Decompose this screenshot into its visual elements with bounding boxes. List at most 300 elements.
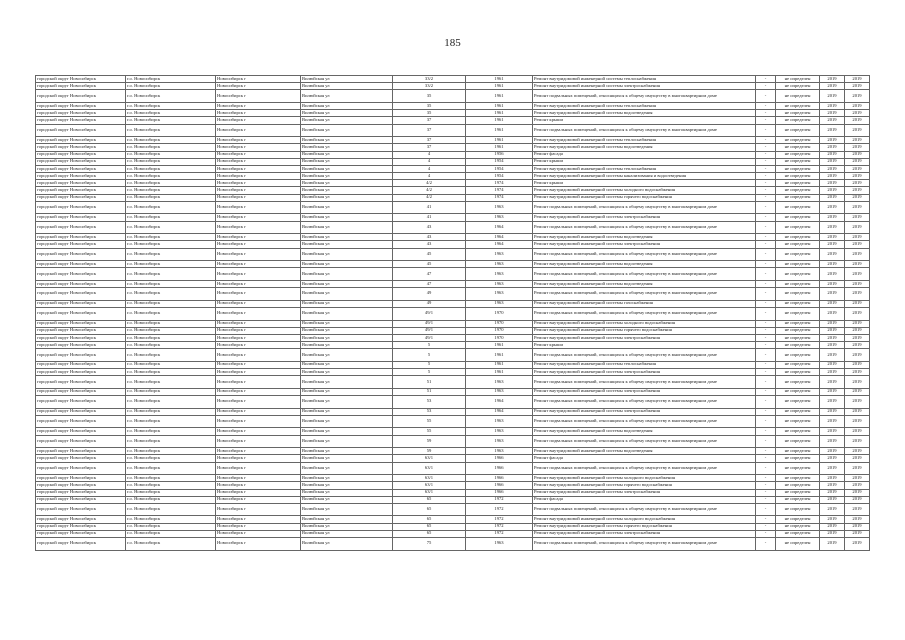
year-fact-cell: 2019 (845, 530, 870, 537)
city-area-cell: г.о. Новосибирск (126, 90, 216, 103)
work-type-cell: Ремонт внутридомовой инженерной системы канализования и водоотведения (533, 173, 756, 180)
house-cell: 65 (393, 516, 466, 523)
district-cell: городской округ Новосибирск (36, 307, 126, 320)
year-fact-cell: 2019 (845, 214, 870, 221)
city-cell: Новосибирск г (216, 496, 301, 503)
city-area-cell: г.о. Новосибирск (126, 194, 216, 201)
city-area-cell: г.о. Новосибирск (126, 538, 216, 551)
city-area-cell: г.о. Новосибирск (126, 173, 216, 180)
year-plan-cell: 2019 (820, 327, 845, 334)
work-type-cell: Ремонт внутридомовой инженерной системы водоотведения (533, 234, 756, 241)
method-cell: не определен (776, 307, 820, 320)
year-built-cell: 1963 (466, 538, 533, 551)
year-plan-cell: 2019 (820, 523, 845, 530)
table-row (36, 234, 870, 241)
dash-cell: - (756, 187, 776, 194)
year-built-cell: 1963 (466, 288, 533, 301)
street-cell: Вилюйская ул (301, 124, 393, 137)
year-plan-cell: 2019 (820, 221, 845, 234)
year-plan-cell: 2019 (820, 361, 845, 368)
year-built-cell: 1961 (466, 144, 533, 151)
year-built-cell: 1961 (466, 369, 533, 376)
district-cell: городской округ Новосибирск (36, 234, 126, 241)
table-row (36, 180, 870, 187)
work-type-cell: Ремонт внутридомовой инженерной системы горячего водоснабжения (533, 327, 756, 334)
table-row (36, 288, 870, 301)
work-type-cell: Ремонт фасада (533, 455, 756, 462)
table-row (36, 538, 870, 551)
city-cell: Новосибирск г (216, 516, 301, 523)
year-fact-cell: 2019 (845, 117, 870, 124)
method-cell: не определен (776, 408, 820, 415)
year-built-cell: 1961 (466, 76, 533, 83)
street-cell: Вилюйская ул (301, 221, 393, 234)
work-type-cell: Ремонт внутридомовой инженерной системы теплоснабжения (533, 137, 756, 144)
street-cell: Вилюйская ул (301, 173, 393, 180)
city-cell: Новосибирск г (216, 369, 301, 376)
street-cell: Вилюйская ул (301, 307, 393, 320)
city-area-cell: г.о. Новосибирск (126, 221, 216, 234)
dash-cell: - (756, 516, 776, 523)
work-type-cell: Ремонт внутридомовой инженерной системы холодного водоснабжения (533, 475, 756, 482)
district-cell: городской округ Новосибирск (36, 137, 126, 144)
year-fact-cell: 2019 (845, 435, 870, 448)
city-cell: Новосибирск г (216, 117, 301, 124)
city-cell: Новосибирск г (216, 342, 301, 349)
method-cell: не определен (776, 448, 820, 455)
city-area-cell: г.о. Новосибирск (126, 165, 216, 172)
method-cell: не определен (776, 523, 820, 530)
work-type-cell: Ремонт подвальных помещений, относящихся к общему имуществу в многоквартирном доме (533, 90, 756, 103)
year-built-cell: 1963 (466, 268, 533, 281)
district-cell: городской округ Новосибирск (36, 475, 126, 482)
street-cell: Вилюйская ул (301, 234, 393, 241)
method-cell: не определен (776, 214, 820, 221)
year-plan-cell: 2019 (820, 280, 845, 287)
city-area-cell: г.о. Новосибирск (126, 83, 216, 90)
year-fact-cell: 2019 (845, 158, 870, 165)
city-area-cell: г.о. Новосибирск (126, 489, 216, 496)
work-type-cell: Ремонт подвальных помещений, относящихся к общему имуществу в многоквартирном доме (533, 124, 756, 137)
year-plan-cell: 2019 (820, 388, 845, 395)
work-type-cell: Ремонт внутридомовой инженерной системы электроснабжения (533, 214, 756, 221)
house-cell: 49 (393, 288, 466, 301)
year-built-cell: 1974 (466, 180, 533, 187)
city-area-cell: г.о. Новосибирск (126, 530, 216, 537)
city-area-cell: г.о. Новосибирск (126, 180, 216, 187)
street-cell: Вилюйская ул (301, 201, 393, 214)
year-built-cell: 1964 (466, 396, 533, 409)
district-cell: городской округ Новосибирск (36, 158, 126, 165)
year-built-cell: 1963 (466, 376, 533, 389)
house-cell: 47 (393, 280, 466, 287)
city-area-cell: г.о. Новосибирск (126, 320, 216, 327)
method-cell: не определен (776, 268, 820, 281)
dash-cell: - (756, 110, 776, 117)
year-fact-cell: 2019 (845, 327, 870, 334)
table-row (36, 165, 870, 172)
city-cell: Новосибирск г (216, 280, 301, 287)
method-cell: не определен (776, 201, 820, 214)
work-type-cell: Ремонт подвальных помещений, относящихся к общему имуществу в многоквартирном доме (533, 288, 756, 301)
house-cell: 35 (393, 102, 466, 109)
year-built-cell: 1963 (466, 435, 533, 448)
dash-cell: - (756, 428, 776, 435)
city-area-cell: г.о. Новосибирск (126, 388, 216, 395)
house-cell: 5 (393, 369, 466, 376)
method-cell: не определен (776, 151, 820, 158)
dash-cell: - (756, 214, 776, 221)
table-row (36, 144, 870, 151)
street-cell: Вилюйская ул (301, 288, 393, 301)
house-cell: 4 (393, 165, 466, 172)
dash-cell: - (756, 475, 776, 482)
city-cell: Новосибирск г (216, 376, 301, 389)
city-area-cell: г.о. Новосибирск (126, 137, 216, 144)
city-cell: Новосибирск г (216, 320, 301, 327)
year-fact-cell: 2019 (845, 76, 870, 83)
work-type-cell: Ремонт внутридомовой инженерной системы теплоснабжения (533, 165, 756, 172)
house-cell: 49/1 (393, 307, 466, 320)
year-built-cell: 1972 (466, 530, 533, 537)
year-plan-cell: 2019 (820, 248, 845, 261)
table-row (36, 396, 870, 409)
table-row (36, 76, 870, 83)
work-type-cell: Ремонт подвальных помещений, относящихся к общему имуществу в многоквартирном доме (533, 221, 756, 234)
method-cell: не определен (776, 376, 820, 389)
street-cell: Вилюйская ул (301, 261, 393, 268)
year-built-cell: 1970 (466, 307, 533, 320)
district-cell: городской округ Новосибирск (36, 320, 126, 327)
work-type-cell: Ремонт внутридомовой инженерной системы электроснабжения (533, 83, 756, 90)
district-cell: городской округ Новосибирск (36, 455, 126, 462)
city-area-cell: г.о. Новосибирск (126, 342, 216, 349)
year-plan-cell: 2019 (820, 428, 845, 435)
year-plan-cell: 2019 (820, 124, 845, 137)
dash-cell: - (756, 320, 776, 327)
year-fact-cell: 2019 (845, 475, 870, 482)
year-fact-cell: 2019 (845, 369, 870, 376)
method-cell: не определен (776, 388, 820, 395)
year-fact-cell: 2019 (845, 234, 870, 241)
street-cell: Вилюйская ул (301, 241, 393, 248)
table-row (36, 201, 870, 214)
year-plan-cell: 2019 (820, 144, 845, 151)
work-type-cell: Ремонт внутридомовой инженерной системы холодного водоснабжения (533, 516, 756, 523)
house-cell: 55 (393, 415, 466, 428)
house-cell: 75 (393, 538, 466, 551)
table-row (36, 214, 870, 221)
district-cell: городской округ Новосибирск (36, 396, 126, 409)
city-cell: Новосибирск г (216, 523, 301, 530)
street-cell: Вилюйская ул (301, 117, 393, 124)
year-plan-cell: 2019 (820, 334, 845, 341)
district-cell: городской округ Новосибирск (36, 361, 126, 368)
dash-cell: - (756, 194, 776, 201)
district-cell: городской округ Новосибирск (36, 280, 126, 287)
year-plan-cell: 2019 (820, 288, 845, 301)
dash-cell: - (756, 165, 776, 172)
method-cell: не определен (776, 102, 820, 109)
city-area-cell: г.о. Новосибирск (126, 435, 216, 448)
district-cell: городской округ Новосибирск (36, 194, 126, 201)
table-row (36, 221, 870, 234)
city-cell: Новосибирск г (216, 288, 301, 301)
street-cell: Вилюйская ул (301, 496, 393, 503)
house-cell: 41 (393, 214, 466, 221)
dash-cell: - (756, 102, 776, 109)
district-cell: городской округ Новосибирск (36, 144, 126, 151)
year-fact-cell: 2019 (845, 496, 870, 503)
district-cell: городской округ Новосибирск (36, 349, 126, 362)
year-fact-cell: 2019 (845, 124, 870, 137)
year-fact-cell: 2019 (845, 180, 870, 187)
house-cell: 59 (393, 448, 466, 455)
street-cell: Вилюйская ул (301, 214, 393, 221)
year-fact-cell: 2019 (845, 428, 870, 435)
table-row (36, 261, 870, 268)
street-cell: Вилюйская ул (301, 428, 393, 435)
city-area-cell: г.о. Новосибирск (126, 516, 216, 523)
street-cell: Вилюйская ул (301, 435, 393, 448)
district-cell: городской округ Новосибирск (36, 261, 126, 268)
work-type-cell: Ремонт внутридомовой инженерной системы водоотведения (533, 110, 756, 117)
city-cell: Новосибирск г (216, 327, 301, 334)
city-cell: Новосибирск г (216, 361, 301, 368)
table-row (36, 151, 870, 158)
year-built-cell: 1966 (466, 482, 533, 489)
city-area-cell: г.о. Новосибирск (126, 201, 216, 214)
year-built-cell: 1972 (466, 516, 533, 523)
dash-cell: - (756, 396, 776, 409)
city-area-cell: г.о. Новосибирск (126, 462, 216, 475)
work-type-cell: Ремонт подвальных помещений, относящихся к общему имуществу в многоквартирном доме (533, 248, 756, 261)
dash-cell: - (756, 415, 776, 428)
street-cell: Вилюйская ул (301, 187, 393, 194)
dash-cell: - (756, 530, 776, 537)
year-built-cell: 1964 (466, 241, 533, 248)
year-built-cell: 1954 (466, 165, 533, 172)
city-area-cell: г.о. Новосибирск (126, 327, 216, 334)
district-cell: городской округ Новосибирск (36, 76, 126, 83)
year-built-cell: 1961 (466, 124, 533, 137)
year-plan-cell: 2019 (820, 102, 845, 109)
year-plan-cell: 2019 (820, 158, 845, 165)
year-built-cell: 1963 (466, 428, 533, 435)
city-area-cell: г.о. Новосибирск (126, 334, 216, 341)
year-built-cell: 1970 (466, 327, 533, 334)
district-cell: городской округ Новосибирск (36, 503, 126, 516)
year-plan-cell: 2019 (820, 415, 845, 428)
street-cell: Вилюйская ул (301, 268, 393, 281)
work-type-cell: Ремонт подвальных помещений, относящихся к общему имуществу в многоквартирном доме (533, 538, 756, 551)
year-fact-cell: 2019 (845, 221, 870, 234)
method-cell: не определен (776, 475, 820, 482)
method-cell: не определен (776, 489, 820, 496)
year-fact-cell: 2019 (845, 415, 870, 428)
house-cell: 63/1 (393, 455, 466, 462)
year-plan-cell: 2019 (820, 90, 845, 103)
table-row (36, 102, 870, 109)
city-area-cell: г.о. Новосибирск (126, 187, 216, 194)
house-cell: 63/1 (393, 482, 466, 489)
house-cell: 51 (393, 376, 466, 389)
street-cell: Вилюйская ул (301, 482, 393, 489)
table-row (36, 462, 870, 475)
method-cell: не определен (776, 234, 820, 241)
city-cell: Новосибирск г (216, 194, 301, 201)
method-cell: не определен (776, 320, 820, 327)
year-plan-cell: 2019 (820, 234, 845, 241)
table-row (36, 124, 870, 137)
dash-cell: - (756, 435, 776, 448)
city-area-cell: г.о. Новосибирск (126, 448, 216, 455)
dash-cell: - (756, 369, 776, 376)
year-fact-cell: 2019 (845, 90, 870, 103)
table-row (36, 448, 870, 455)
year-plan-cell: 2019 (820, 165, 845, 172)
city-area-cell: г.о. Новосибирск (126, 288, 216, 301)
method-cell: не определен (776, 496, 820, 503)
city-cell: Новосибирск г (216, 137, 301, 144)
house-cell: 35 (393, 90, 466, 103)
city-cell: Новосибирск г (216, 234, 301, 241)
city-cell: Новосибирск г (216, 349, 301, 362)
year-fact-cell: 2019 (845, 194, 870, 201)
city-area-cell: г.о. Новосибирск (126, 151, 216, 158)
city-cell: Новосибирск г (216, 110, 301, 117)
district-cell: городской округ Новосибирск (36, 435, 126, 448)
city-area-cell: г.о. Новосибирск (126, 261, 216, 268)
table-row (36, 307, 870, 320)
table-row (36, 320, 870, 327)
district-cell: городской округ Новосибирск (36, 288, 126, 301)
dash-cell: - (756, 90, 776, 103)
table-row (36, 334, 870, 341)
table-row (36, 173, 870, 180)
work-type-cell: Ремонт внутридомовой инженерной системы водоотведения (533, 280, 756, 287)
house-cell: 65 (393, 496, 466, 503)
city-area-cell: г.о. Новосибирск (126, 428, 216, 435)
year-built-cell: 1966 (466, 489, 533, 496)
year-fact-cell: 2019 (845, 261, 870, 268)
work-type-cell: Ремонт подвальных помещений, относящихся к общему имуществу в многоквартирном доме (533, 415, 756, 428)
district-cell: городской округ Новосибирск (36, 110, 126, 117)
house-cell: 33/2 (393, 76, 466, 83)
city-cell: Новосибирск г (216, 124, 301, 137)
year-fact-cell: 2019 (845, 489, 870, 496)
city-area-cell: г.о. Новосибирск (126, 523, 216, 530)
work-type-cell: Ремонт внутридомовой инженерной системы электроснабжения (533, 241, 756, 248)
method-cell: не определен (776, 396, 820, 409)
year-fact-cell: 2019 (845, 280, 870, 287)
year-plan-cell: 2019 (820, 342, 845, 349)
street-cell: Вилюйская ул (301, 530, 393, 537)
house-cell: 37 (393, 124, 466, 137)
year-built-cell: 1972 (466, 523, 533, 530)
year-fact-cell: 2019 (845, 462, 870, 475)
method-cell: не определен (776, 144, 820, 151)
year-plan-cell: 2019 (820, 110, 845, 117)
dash-cell: - (756, 448, 776, 455)
district-cell: городской округ Новосибирск (36, 268, 126, 281)
city-cell: Новосибирск г (216, 201, 301, 214)
work-type-cell: Ремонт подвальных помещений, относящихся к общему имуществу в многоквартирном доме (533, 268, 756, 281)
work-type-cell: Ремонт внутридомовой инженерной системы электроснабжения (533, 530, 756, 537)
dash-cell: - (756, 268, 776, 281)
city-area-cell: г.о. Новосибирск (126, 280, 216, 287)
table-row (36, 187, 870, 194)
house-cell: 49 (393, 300, 466, 307)
work-type-cell: Ремонт внутридомовой инженерной системы электроснабжения (533, 334, 756, 341)
method-cell: не определен (776, 241, 820, 248)
method-cell: не определен (776, 415, 820, 428)
city-cell: Новосибирск г (216, 415, 301, 428)
dash-cell: - (756, 388, 776, 395)
year-fact-cell: 2019 (845, 151, 870, 158)
work-type-cell: Ремонт внутридомовой инженерной системы электроснабжения (533, 388, 756, 395)
house-cell: 51 (393, 388, 466, 395)
city-cell: Новосибирск г (216, 538, 301, 551)
work-type-cell: Ремонт внутридомовой инженерной системы электроснабжения (533, 408, 756, 415)
house-cell: 65 (393, 530, 466, 537)
year-fact-cell: 2019 (845, 248, 870, 261)
city-area-cell: г.о. Новосибирск (126, 415, 216, 428)
city-cell: Новосибирск г (216, 214, 301, 221)
house-cell: 63/1 (393, 462, 466, 475)
year-built-cell: 1970 (466, 320, 533, 327)
year-built-cell: 1963 (466, 388, 533, 395)
year-built-cell: 1964 (466, 408, 533, 415)
method-cell: не определен (776, 516, 820, 523)
house-cell: 65 (393, 503, 466, 516)
method-cell: не определен (776, 530, 820, 537)
city-area-cell: г.о. Новосибирск (126, 144, 216, 151)
year-built-cell: 1972 (466, 503, 533, 516)
work-type-cell: Ремонт крыши (533, 180, 756, 187)
method-cell: не определен (776, 349, 820, 362)
city-cell: Новосибирск г (216, 428, 301, 435)
page-number: 185 (444, 37, 461, 49)
table-row (36, 523, 870, 530)
district-cell: городской округ Новосибирск (36, 482, 126, 489)
dash-cell: - (756, 288, 776, 301)
work-type-cell: Ремонт внутридомовой инженерной системы водоотведения (533, 428, 756, 435)
house-cell: 4 (393, 158, 466, 165)
city-area-cell: г.о. Новосибирск (126, 307, 216, 320)
district-cell: городской округ Новосибирск (36, 327, 126, 334)
city-cell: Новосибирск г (216, 334, 301, 341)
city-area-cell: г.о. Новосибирск (126, 408, 216, 415)
year-plan-cell: 2019 (820, 369, 845, 376)
street-cell: Вилюйская ул (301, 523, 393, 530)
method-cell: не определен (776, 180, 820, 187)
dash-cell: - (756, 241, 776, 248)
year-built-cell: 1966 (466, 462, 533, 475)
district-cell: городской округ Новосибирск (36, 151, 126, 158)
city-cell: Новосибирск г (216, 83, 301, 90)
method-cell: не определен (776, 300, 820, 307)
work-type-cell: Ремонт подвальных помещений, относящихся к общему имуществу в многоквартирном доме (533, 376, 756, 389)
year-plan-cell: 2019 (820, 201, 845, 214)
year-built-cell: 1963 (466, 261, 533, 268)
table-row (36, 361, 870, 368)
year-built-cell: 1964 (466, 221, 533, 234)
method-cell: не определен (776, 435, 820, 448)
year-plan-cell: 2019 (820, 151, 845, 158)
district-cell: городской округ Новосибирск (36, 124, 126, 137)
street-cell: Вилюйская ул (301, 248, 393, 261)
